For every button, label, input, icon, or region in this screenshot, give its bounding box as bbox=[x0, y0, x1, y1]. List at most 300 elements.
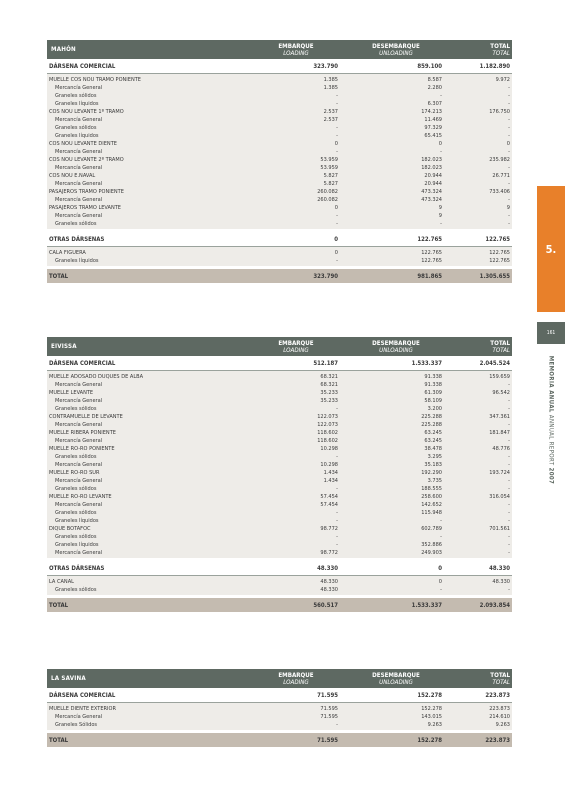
row-label: TOTAL bbox=[49, 272, 69, 280]
row-label: Mercancía General bbox=[55, 85, 103, 91]
total-value: 26.771 bbox=[492, 173, 510, 179]
total-value: - bbox=[508, 534, 510, 540]
table-row bbox=[47, 525, 512, 533]
loading-value: 118.602 bbox=[317, 430, 338, 436]
row-label: Graneles líquidos bbox=[55, 133, 99, 139]
table-row bbox=[47, 413, 512, 421]
total-value: - bbox=[508, 550, 510, 556]
table-row bbox=[47, 373, 512, 381]
loading-value: 71.595 bbox=[320, 706, 338, 712]
row-label: Mercancía General bbox=[55, 438, 103, 444]
row-label: Mercancía General bbox=[55, 197, 103, 203]
table-row bbox=[47, 140, 512, 148]
loading-value: 2.537 bbox=[323, 117, 338, 123]
table-row bbox=[47, 132, 512, 140]
column-header bbox=[446, 672, 512, 686]
unloading-value: 61.309 bbox=[424, 390, 442, 396]
column-header bbox=[246, 672, 346, 686]
loading-value: 71.595 bbox=[317, 691, 338, 699]
loading-value: 1.385 bbox=[323, 85, 338, 91]
unloading-value: 58.109 bbox=[424, 398, 442, 404]
unloading-value: 2.280 bbox=[427, 85, 442, 91]
table-row bbox=[47, 257, 512, 265]
table-row bbox=[47, 501, 512, 509]
loading-value: 323.790 bbox=[313, 272, 338, 280]
unloading-value: 63.245 bbox=[424, 438, 442, 444]
loading-value: 98.772 bbox=[320, 550, 338, 556]
loading-value: - bbox=[336, 101, 338, 107]
loading-value: 323.790 bbox=[313, 62, 338, 70]
column-title: DESEMBARQUE bbox=[372, 339, 420, 347]
unloading-value: 3.295 bbox=[427, 454, 442, 460]
row-label: COS NOU LEVANTE DIENTE bbox=[49, 141, 117, 147]
table-row bbox=[47, 541, 512, 549]
loading-value: 48.330 bbox=[317, 564, 338, 572]
row-label: Graneles sólidos bbox=[55, 510, 97, 516]
unloading-value: 3.735 bbox=[427, 478, 442, 484]
total-value: - bbox=[508, 165, 510, 171]
unloading-value: 981.865 bbox=[417, 272, 442, 280]
table-row bbox=[47, 164, 512, 172]
total-value: - bbox=[508, 438, 510, 444]
row-label: DÁRSENA COMERCIAL bbox=[49, 691, 116, 699]
loading-value: - bbox=[336, 454, 338, 460]
total-value: - bbox=[508, 454, 510, 460]
table-row bbox=[47, 108, 512, 116]
total-row bbox=[47, 598, 512, 612]
unloading-value: 9.263 bbox=[427, 722, 442, 728]
row-label: CALA FIGUERA bbox=[49, 250, 86, 256]
unloading-value: 1.533.337 bbox=[411, 601, 442, 609]
unloading-value: 11.469 bbox=[424, 117, 442, 123]
table-row bbox=[47, 578, 512, 586]
column-subtitle: TOTAL bbox=[492, 49, 510, 57]
unloading-value: 38.478 bbox=[424, 446, 442, 452]
column-title: EMBARQUE bbox=[278, 671, 314, 679]
table-row bbox=[47, 517, 512, 525]
unloading-value: 142.652 bbox=[421, 502, 442, 508]
loading-value: - bbox=[336, 510, 338, 516]
loading-value: 10.298 bbox=[320, 446, 338, 452]
table-header bbox=[47, 669, 512, 688]
column-title: DESEMBARQUE bbox=[372, 671, 420, 679]
row-label: Mercancía General bbox=[55, 382, 103, 388]
loading-value: 53.959 bbox=[320, 165, 338, 171]
port-name: MAHÓN bbox=[51, 46, 76, 53]
loading-value: 5.827 bbox=[323, 181, 338, 187]
loading-value: 1.434 bbox=[323, 470, 338, 476]
unloading-value: 182.023 bbox=[421, 165, 442, 171]
table-row bbox=[47, 713, 512, 721]
table-row bbox=[47, 124, 512, 132]
unloading-value: 249.903 bbox=[421, 550, 442, 556]
column-subtitle: UNLOADING bbox=[379, 49, 413, 57]
loading-value: 118.602 bbox=[317, 438, 338, 444]
page-number: 161 bbox=[537, 322, 565, 344]
total-value: 223.873 bbox=[489, 706, 510, 712]
total-value: 48.776 bbox=[492, 446, 510, 452]
total-value: 193.724 bbox=[489, 470, 510, 476]
unloading-value: 20.944 bbox=[424, 173, 442, 179]
unloading-value: 225.288 bbox=[421, 422, 442, 428]
row-label: DÁRSENA COMERCIAL bbox=[49, 62, 116, 70]
total-value: - bbox=[508, 101, 510, 107]
section-body bbox=[47, 74, 512, 229]
unloading-value: - bbox=[440, 149, 442, 155]
unloading-value: 1.533.337 bbox=[411, 359, 442, 367]
row-label: Graneles sólidos bbox=[55, 486, 97, 492]
total-value: - bbox=[508, 181, 510, 187]
row-label: Mercancía General bbox=[55, 550, 103, 556]
table-row bbox=[47, 92, 512, 100]
unloading-value: 122.765 bbox=[421, 250, 442, 256]
table-row bbox=[47, 477, 512, 485]
table-la-savina bbox=[47, 669, 512, 747]
unloading-value: 258.600 bbox=[421, 494, 442, 500]
column-header bbox=[246, 43, 346, 57]
table-eivissa bbox=[47, 337, 512, 612]
table-row bbox=[47, 212, 512, 220]
table-row bbox=[47, 156, 512, 164]
loading-value: 0 bbox=[334, 250, 338, 256]
unloading-value: 6.307 bbox=[427, 101, 442, 107]
row-label: Graneles Sólidos bbox=[55, 722, 98, 728]
unloading-value: 0 bbox=[438, 579, 442, 585]
loading-value: 0 bbox=[334, 141, 338, 147]
total-row bbox=[47, 733, 512, 747]
table-row bbox=[47, 421, 512, 429]
total-value: 48.330 bbox=[492, 579, 510, 585]
row-label: MUELLE RO-RO PONIENTE bbox=[49, 446, 115, 452]
row-label: Graneles líquidos bbox=[55, 542, 99, 548]
table-row bbox=[47, 485, 512, 493]
table-header bbox=[47, 337, 512, 356]
unloading-value: 152.278 bbox=[417, 736, 442, 744]
loading-value: 10.298 bbox=[320, 462, 338, 468]
table-row bbox=[47, 180, 512, 188]
table-row bbox=[47, 533, 512, 541]
unloading-value: 602.789 bbox=[421, 526, 442, 532]
total-value: - bbox=[508, 502, 510, 508]
table-row bbox=[47, 437, 512, 445]
total-value: 347.361 bbox=[489, 414, 510, 420]
unloading-value: 115.948 bbox=[421, 510, 442, 516]
row-label: Graneles sólidos bbox=[55, 587, 97, 593]
section-row bbox=[47, 356, 512, 371]
column-subtitle: TOTAL bbox=[492, 678, 510, 686]
row-label: Mercancía General bbox=[55, 714, 103, 720]
table-row bbox=[47, 196, 512, 204]
table-row bbox=[47, 397, 512, 405]
column-title: TOTAL bbox=[490, 671, 510, 679]
section-body bbox=[47, 371, 512, 558]
row-label: COS NOU LEVANTE 1º TRAMO bbox=[49, 109, 124, 115]
unloading-value: 20.944 bbox=[424, 181, 442, 187]
loading-value: 53.959 bbox=[320, 157, 338, 163]
unloading-value: 182.023 bbox=[421, 157, 442, 163]
row-label: DÁRSENA COMERCIAL bbox=[49, 359, 116, 367]
loading-value: - bbox=[336, 93, 338, 99]
total-value: - bbox=[508, 398, 510, 404]
total-value: - bbox=[508, 478, 510, 484]
column-subtitle: LOADING bbox=[283, 49, 309, 57]
column-header bbox=[346, 340, 446, 354]
loading-value: - bbox=[336, 534, 338, 540]
total-value: - bbox=[508, 486, 510, 492]
loading-value: 2.537 bbox=[323, 109, 338, 115]
unloading-value: 0 bbox=[438, 564, 442, 572]
loading-value: 260.082 bbox=[317, 189, 338, 195]
total-value: - bbox=[508, 125, 510, 131]
loading-value: 57.454 bbox=[320, 494, 338, 500]
row-label: Mercancía General bbox=[55, 165, 103, 171]
total-value: - bbox=[508, 406, 510, 412]
row-label: Graneles sólidos bbox=[55, 93, 97, 99]
section-row bbox=[47, 232, 512, 247]
unloading-value: 143.015 bbox=[421, 714, 442, 720]
row-label: COS NOU LEVANTE 2º TRAMO bbox=[49, 157, 124, 163]
row-label: MUELLE DIENTE EXTERIOR bbox=[49, 706, 116, 712]
section-body bbox=[47, 576, 512, 595]
loading-value: 71.595 bbox=[317, 736, 338, 744]
total-value: 316.054 bbox=[489, 494, 510, 500]
row-label: MUELLE RIBERA PONIENTE bbox=[49, 430, 116, 436]
row-label: MUELLE RO-RO LEVANTE bbox=[49, 494, 112, 500]
unloading-value: 9 bbox=[438, 213, 442, 219]
loading-value: - bbox=[336, 542, 338, 548]
total-value: - bbox=[508, 542, 510, 548]
loading-value: - bbox=[336, 133, 338, 139]
table-row bbox=[47, 705, 512, 713]
row-label: TOTAL bbox=[49, 601, 69, 609]
table-row bbox=[47, 148, 512, 156]
table-mahon bbox=[47, 40, 512, 283]
loading-value: 57.454 bbox=[320, 502, 338, 508]
total-value: 2.045.524 bbox=[479, 359, 510, 367]
total-value: - bbox=[508, 462, 510, 468]
total-value: 176.750 bbox=[489, 109, 510, 115]
column-header bbox=[446, 340, 512, 354]
unloading-value: 122.765 bbox=[421, 258, 442, 264]
section-row bbox=[47, 688, 512, 703]
column-header bbox=[346, 672, 446, 686]
table-row bbox=[47, 509, 512, 517]
unloading-value: 473.324 bbox=[421, 189, 442, 195]
unloading-value: 152.278 bbox=[421, 706, 442, 712]
row-label: Mercancía General bbox=[55, 149, 103, 155]
row-label: Graneles sólidos bbox=[55, 125, 97, 131]
row-label: Graneles líquidos bbox=[55, 518, 99, 524]
column-title: TOTAL bbox=[490, 42, 510, 50]
loading-value: 68.321 bbox=[320, 374, 338, 380]
row-label: DIQUE BOTAFOC bbox=[49, 526, 91, 532]
loading-value: - bbox=[336, 406, 338, 412]
unloading-value: 152.278 bbox=[417, 691, 442, 699]
total-row bbox=[47, 269, 512, 283]
chapter-tab: 5. bbox=[537, 186, 565, 312]
row-label: PASAJEROS TRAMO LEVANTE bbox=[49, 205, 121, 211]
loading-value: 98.772 bbox=[320, 526, 338, 532]
unloading-value: 97.329 bbox=[424, 125, 442, 131]
unloading-value: 3.200 bbox=[427, 406, 442, 412]
row-label: Mercancía General bbox=[55, 502, 103, 508]
total-value: 733.406 bbox=[489, 189, 510, 195]
total-value: 48.330 bbox=[489, 564, 510, 572]
row-label: Mercancía General bbox=[55, 117, 103, 123]
unloading-value: - bbox=[440, 534, 442, 540]
total-value: 223.873 bbox=[485, 736, 510, 744]
loading-value: 68.321 bbox=[320, 382, 338, 388]
unloading-value: 225.288 bbox=[421, 414, 442, 420]
section-row bbox=[47, 561, 512, 576]
unloading-value: 0 bbox=[438, 141, 442, 147]
table-row bbox=[47, 469, 512, 477]
table-row bbox=[47, 172, 512, 180]
total-value: 159.659 bbox=[489, 374, 510, 380]
loading-value: - bbox=[336, 518, 338, 524]
table-row bbox=[47, 549, 512, 557]
table-row bbox=[47, 429, 512, 437]
total-value: 122.765 bbox=[489, 258, 510, 264]
unloading-value: - bbox=[440, 221, 442, 227]
loading-value: 512.187 bbox=[313, 359, 338, 367]
table-row bbox=[47, 220, 512, 228]
unloading-value: 65.415 bbox=[424, 133, 442, 139]
column-title: DESEMBARQUE bbox=[372, 42, 420, 50]
loading-value: 0 bbox=[334, 235, 338, 243]
total-value: - bbox=[508, 587, 510, 593]
loading-value: 0 bbox=[334, 205, 338, 211]
total-value: 235.982 bbox=[489, 157, 510, 163]
section-body bbox=[47, 247, 512, 266]
column-subtitle: LOADING bbox=[283, 346, 309, 354]
total-value: 122.765 bbox=[485, 235, 510, 243]
total-value: - bbox=[508, 518, 510, 524]
row-label: CONTRAMUELLE DE LEVANTE bbox=[49, 414, 123, 420]
total-value: - bbox=[508, 117, 510, 123]
column-subtitle: TOTAL bbox=[492, 346, 510, 354]
row-label: OTRAS DÁRSENAS bbox=[49, 235, 105, 243]
column-title: EMBARQUE bbox=[278, 42, 314, 50]
loading-value: 1.434 bbox=[323, 478, 338, 484]
total-value: 1.305.655 bbox=[479, 272, 510, 280]
column-subtitle: UNLOADING bbox=[379, 678, 413, 686]
table-row bbox=[47, 721, 512, 729]
column-subtitle: LOADING bbox=[283, 678, 309, 686]
row-label: Mercancía General bbox=[55, 181, 103, 187]
total-value: 223.873 bbox=[485, 691, 510, 699]
row-label: MUELLE ADOSADO DUQUES DE ALBA bbox=[49, 374, 144, 380]
total-value: - bbox=[508, 149, 510, 155]
row-label: Mercancía General bbox=[55, 213, 103, 219]
table-row bbox=[47, 100, 512, 108]
table-row bbox=[47, 381, 512, 389]
row-label: Mercancía General bbox=[55, 462, 103, 468]
total-value: - bbox=[508, 93, 510, 99]
loading-value: 35.233 bbox=[320, 390, 338, 396]
section-row bbox=[47, 59, 512, 74]
table-row bbox=[47, 76, 512, 84]
total-value: 0 bbox=[506, 141, 510, 147]
table-row bbox=[47, 188, 512, 196]
row-label: Graneles sólidos bbox=[55, 406, 97, 412]
total-value: - bbox=[508, 213, 510, 219]
row-label: Graneles sólidos bbox=[55, 454, 97, 460]
row-label: Graneles líquidos bbox=[55, 101, 99, 107]
row-label: PASAJEROS TRAMO PONIENTE bbox=[49, 189, 124, 195]
total-value: 9.263 bbox=[495, 722, 510, 728]
table-row bbox=[47, 461, 512, 469]
loading-value: - bbox=[336, 221, 338, 227]
total-value: 2.093.854 bbox=[479, 601, 510, 609]
table-row bbox=[47, 389, 512, 397]
unloading-value: 473.324 bbox=[421, 197, 442, 203]
table-row bbox=[47, 493, 512, 501]
total-value: 1.182.890 bbox=[479, 62, 510, 70]
unloading-value: 91.338 bbox=[424, 374, 442, 380]
table-row bbox=[47, 204, 512, 212]
total-value: 9.972 bbox=[495, 77, 510, 83]
loading-value: 122.073 bbox=[317, 422, 338, 428]
row-label: MUELLE RO-RO SUR bbox=[49, 470, 100, 476]
unloading-value: 63.245 bbox=[424, 430, 442, 436]
unloading-value: 192.290 bbox=[421, 470, 442, 476]
total-value: - bbox=[508, 510, 510, 516]
row-label: LA CANAL bbox=[49, 579, 74, 585]
table-row bbox=[47, 586, 512, 594]
section-body bbox=[47, 703, 512, 730]
total-value: 122.765 bbox=[489, 250, 510, 256]
loading-value: 35.233 bbox=[320, 398, 338, 404]
table-row bbox=[47, 445, 512, 453]
column-title: EMBARQUE bbox=[278, 339, 314, 347]
total-value: 96.542 bbox=[492, 390, 510, 396]
table-row bbox=[47, 249, 512, 257]
row-label: Mercancía General bbox=[55, 422, 103, 428]
loading-value: - bbox=[336, 722, 338, 728]
row-label: OTRAS DÁRSENAS bbox=[49, 564, 105, 572]
total-value: - bbox=[508, 382, 510, 388]
table-row bbox=[47, 405, 512, 413]
loading-value: - bbox=[336, 213, 338, 219]
loading-value: 122.073 bbox=[317, 414, 338, 420]
table-row bbox=[47, 453, 512, 461]
total-value: - bbox=[508, 133, 510, 139]
total-value: 701.561 bbox=[489, 526, 510, 532]
table-header bbox=[47, 40, 512, 59]
unloading-value: - bbox=[440, 93, 442, 99]
loading-value: - bbox=[336, 258, 338, 264]
column-header bbox=[346, 43, 446, 57]
column-header bbox=[446, 43, 512, 57]
table-row bbox=[47, 116, 512, 124]
unloading-value: 9 bbox=[438, 205, 442, 211]
column-title: TOTAL bbox=[490, 339, 510, 347]
loading-value: - bbox=[336, 125, 338, 131]
unloading-value: - bbox=[440, 587, 442, 593]
unloading-value: 188.555 bbox=[421, 486, 442, 492]
row-label: Graneles líquidos bbox=[55, 258, 99, 264]
loading-value: - bbox=[336, 149, 338, 155]
row-label: COS NOU E.NAVAL bbox=[49, 173, 96, 179]
loading-value: 560.517 bbox=[313, 601, 338, 609]
loading-value: 5.827 bbox=[323, 173, 338, 179]
column-subtitle: UNLOADING bbox=[379, 346, 413, 354]
row-label: Graneles sólidos bbox=[55, 534, 97, 540]
row-label: MUELLE COS NOU TRAMO PONIENTE bbox=[49, 77, 141, 83]
loading-value: 48.330 bbox=[320, 579, 338, 585]
unloading-value: 122.765 bbox=[417, 235, 442, 243]
